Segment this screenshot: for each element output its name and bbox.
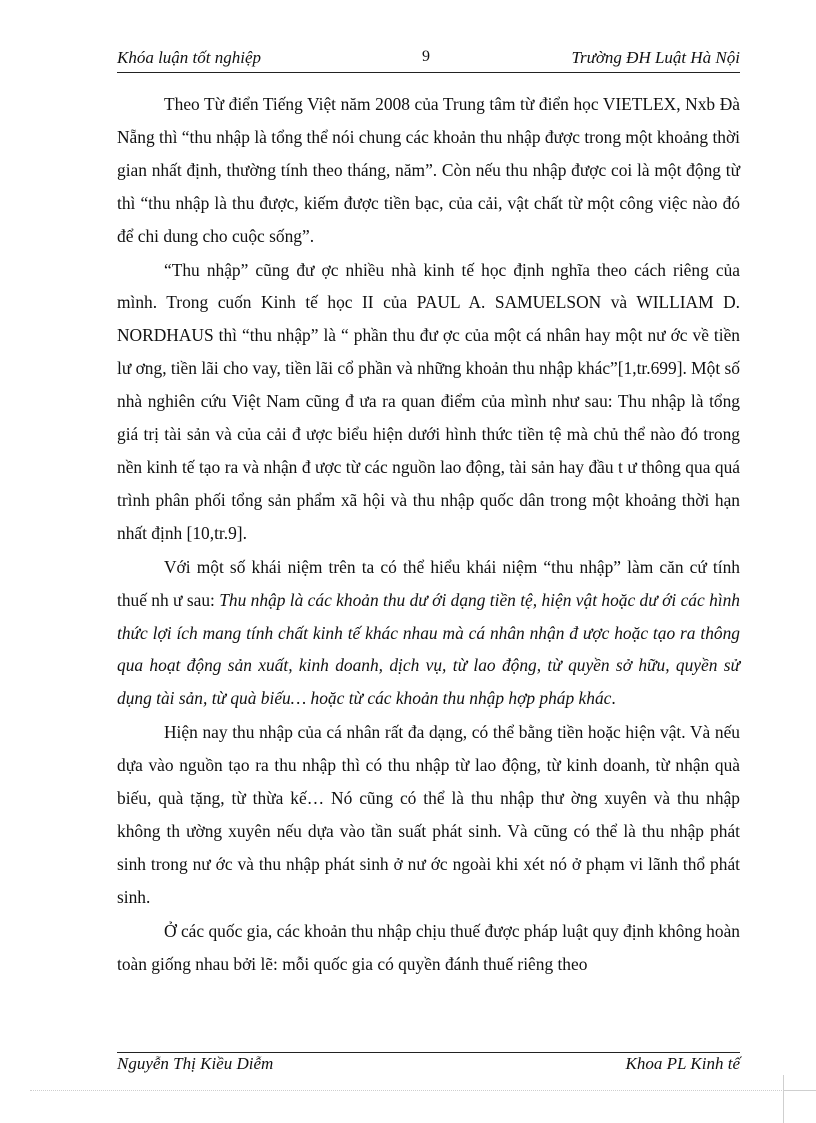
header-university: Trường ĐH Luật Hà Nội	[571, 48, 740, 67]
footer-rule	[117, 1052, 740, 1053]
header-thesis-type: Khóa luận tốt nghiệp	[117, 48, 262, 67]
paragraph-2: “Thu nhập” cũng đư ợc nhiều nhà kinh tế học định nghĩa theo cách riêng của mình. Trong cuốn Kinh tế học II của PAUL A. SAMUELSON và WILLIAM D. NORDHAUS thì “thu nhập” là “ phần thu đư ợc của một cá nhân hay một nư ớc về tiền lư ơng, tiền lãi cho vay, tiền lãi cổ phần và những khoản thu nhập khác”[1,tr.699]. Một số nhà nghiên cứu Việt Nam cũng đ ưa ra quan điểm của mình như sau: Thu nhập là tổng giá trị tài sản và của cải đ ược biểu hiện dưới hình thức tiền tệ mà chủ thể nào đó trong nền kinh tế tạo ra và nhận đ ược từ các nguồn lao động, tài sản hay đầu t ư thông qua quá trình phân phối tổng sản phẩm xã hội và thu nhập quốc dân trong một khoảng thời hạn nhất định [10,tr.9].	[117, 259, 740, 543]
page-boundary-dotted-line	[30, 1090, 786, 1091]
paragraph-3-end: .	[611, 688, 616, 709]
page-corner-mark-horizontal	[783, 1090, 816, 1091]
paragraph-3-lead: Với một số khái niệm trên ta có thể hiểu khái niệm “thu nhập” làm căn cứ tính thuế nh ư sau:	[117, 556, 740, 610]
page-header	[117, 48, 740, 72]
page-number: 9	[422, 48, 430, 65]
body-text	[117, 88, 740, 980]
income-definition: Thu nhập là các khoản thu dư ới dạng tiền tệ, hiện vật hoặc dư ới các hình thức lợi ích mang tính chất kinh tế khác nhau mà cá nhân nhận đ ược hoặc tạo ra thông qua hoạt động sản xuất, kinh doanh, dịch vụ, từ lao động, từ quyền sở hữu, quyền sử dụng tài sản, từ quà biếu… hoặc từ các khoản thu nhập hợp pháp khác	[117, 589, 740, 709]
paragraph-3	[117, 551, 740, 716]
header-rule	[117, 72, 740, 73]
page-footer	[117, 1054, 740, 1078]
paragraph-4: Hiện nay thu nhập của cá nhân rất đa dạng, có thể bằng tiền hoặc hiện vật. Và nếu dựa vào nguồn tạo ra thu nhập thì có thu nhập từ lao động, từ kinh doanh, từ nhận quà biếu, quà tặng, từ thừa kế… Nó cũng có thể là thu nhập thư ờng xuyên và thu nhập không th ường xuyên nếu dựa vào tần suất phát sinh. Và cũng có thể là thu nhập phát sinh trong nư ớc và thu nhập phát sinh ở nư ớc ngoài khi xét nó ở phạm vi lãnh thổ phát sinh.	[117, 722, 740, 907]
paragraph-5: Ở các quốc gia, các khoản thu nhập chịu thuế được pháp luật quy định không hoàn toàn giống nhau bởi lẽ: mỗi quốc gia có quyền đánh thuế riêng theo	[117, 920, 740, 974]
footer-author: Nguyễn Thị Kiều Diễm	[117, 1054, 274, 1073]
paragraph-1: Theo Từ điển Tiếng Việt năm 2008 của Trung tâm từ điển học VIETLEX, Nxb Đà Nẵng thì “thu nhập là tổng thể nói chung các khoản thu nhập được trong một khoảng thời gian nhất định, thường tính theo tháng, năm”. Còn nếu thu nhập được coi là một động từ thì “thu nhập là thu được, kiếm được tiền bạc, của cải, vật chất từ một công việc nào đó để chi dung cho cuộc sống”.	[117, 94, 740, 246]
page-corner-mark-vertical	[783, 1075, 784, 1123]
footer-faculty: Khoa PL Kinh tế	[625, 1054, 740, 1073]
